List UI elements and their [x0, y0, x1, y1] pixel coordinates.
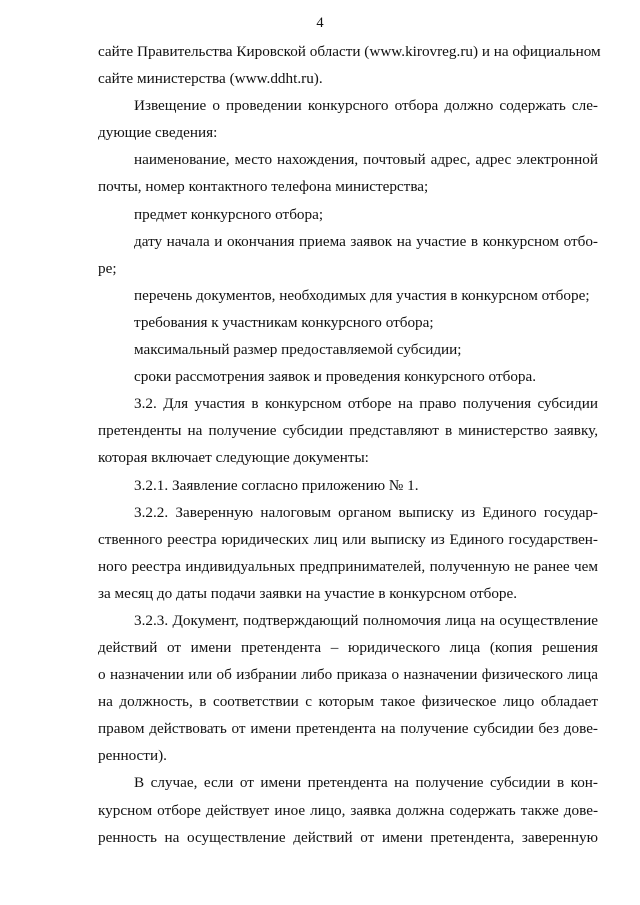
text-line: В случае, если от имени претендента на получение субсидии в кон-: [134, 774, 598, 791]
text-line: сайте министерства (www.ddht.ru).: [98, 70, 323, 87]
text-line: 3.2.2. Заверенную налоговым органом выписку из Единого государ-: [134, 504, 598, 521]
text-line: сайте Правительства Кировской области (www.kirovreg.ru) и на официальном: [98, 43, 601, 60]
text-line: дату начала и окончания приема заявок на участие в конкурсном отбо-: [134, 233, 598, 250]
text-line: требования к участникам конкурсного отбора;: [134, 314, 434, 331]
text-line: перечень документов, необходимых для участия в конкурсном отборе;: [134, 287, 590, 304]
text-line: претенденты на получение субсидии представляют в министерство заявку,: [98, 422, 598, 439]
text-line: Извещение о проведении конкурсного отбора должно содержать сле-: [134, 97, 598, 114]
text-line: о назначении или об избрании либо приказа о назначении физического лица: [98, 666, 598, 683]
text-line: 3.2.3. Документ, подтверждающий полномочия лица на осуществление: [134, 612, 598, 629]
text-line: ре;: [98, 260, 117, 277]
text-line: ственного реестра юридических лиц или выписку из Единого государствен-: [98, 531, 598, 548]
text-line: правом действовать от имени претендента на получение субсидии без дове-: [98, 720, 598, 737]
text-line: сроки рассмотрения заявок и проведения конкурсного отбора.: [134, 368, 537, 385]
text-line: курсном отборе действует иное лицо, заявка должна содержать также дове-: [98, 802, 598, 819]
text-line: предмет конкурсного отбора;: [134, 206, 324, 223]
text-line: ного реестра индивидуальных предпринимателей, полученную не ранее чем: [98, 558, 598, 575]
page-number: 4: [316, 15, 324, 31]
text-line: почты, номер контактного телефона министерства;: [98, 178, 429, 195]
text-line: 3.2.1. Заявление согласно приложению № 1.: [134, 477, 419, 494]
text-line: на должность, в соответствии с которым такое физическое лицо обладает: [98, 693, 598, 710]
text-line: ренности).: [98, 747, 167, 764]
text-line: 3.2. Для участия в конкурсном отборе на право получения субсидии: [134, 395, 598, 412]
text-line: которая включает следующие документы:: [98, 449, 369, 466]
text-line: за месяц до даты подачи заявки на участие в конкурсном отборе.: [98, 585, 518, 602]
text-line: действий от имени претендента – юридического лица (копия решения: [98, 639, 598, 656]
text-line: максимальный размер предоставляемой субсидии;: [134, 341, 462, 358]
text-line: дующие сведения:: [98, 124, 218, 141]
text-line: наименование, место нахождения, почтовый адрес, адрес электронной: [134, 151, 598, 168]
text-line: ренность на осуществление действий от имени претендента, заверенную: [98, 829, 598, 846]
